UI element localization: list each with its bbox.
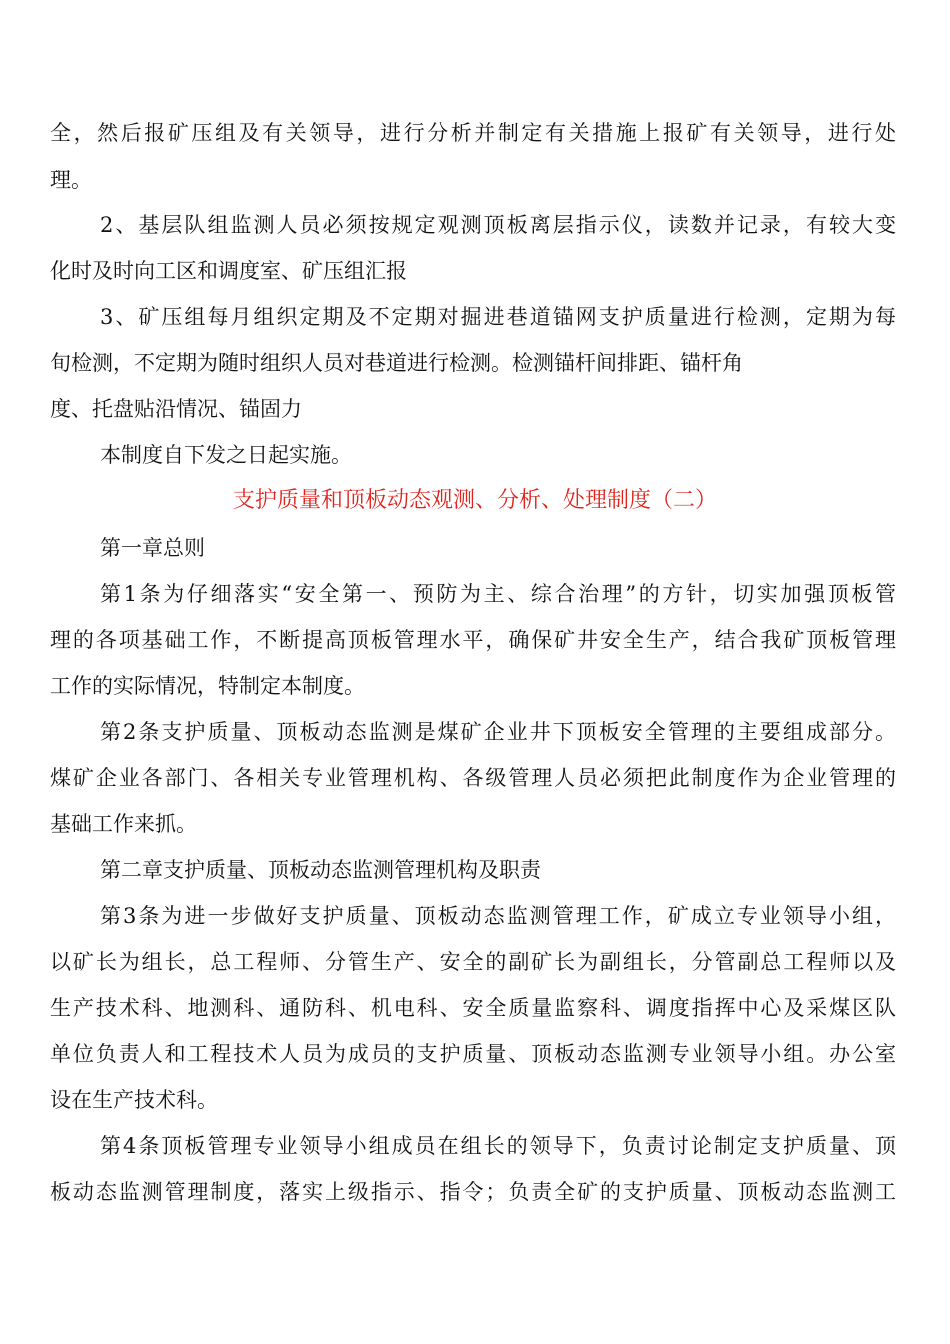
text-line: 设在生产技术科。 [50, 1088, 218, 1112]
text-line: 3、矿压组每月组织定期及不定期对掘进巷道锚网支护质量进行检测，定期为每 [100, 305, 896, 329]
text-line: 第1条为仔细落实“安全第一、预防为主、综合治理”的方针，切实加强顶板管 [100, 582, 896, 606]
text-line: 旬检测，不定期为随时组织人员对巷道进行检测。检测锚杆间排距、锚杆角 [50, 351, 743, 375]
text-line: 化时及时向工区和调度室、矿压组汇报 [50, 259, 407, 283]
text-line: 第3条为进一步做好支护质量、顶板动态监测管理工作，矿成立专业领导小组， [100, 904, 896, 928]
text-line: 全，然后报矿压组及有关领导，进行分析并制定有关措施上报矿有关领导，进行处 [50, 121, 896, 145]
chapter-title: 第一章总则 [100, 536, 205, 560]
text-line: 板动态监测管理制度，落实上级指示、指令；负责全矿的支护质量、顶板动态监测工 [50, 1180, 896, 1204]
text-line: 以矿长为组长，总工程师、分管生产、安全的副矿长为副组长，分管副总工程师以及 [50, 950, 896, 974]
text-line: 单位负责人和工程技术人员为成员的支护质量、顶板动态监测专业领导小组。办公室 [50, 1042, 896, 1066]
text-line: 生产技术科、地测科、通防科、机电科、安全质量监察科、调度指挥中心及采煤区队 [50, 996, 896, 1020]
text-line: 度、托盘贴沿情况、锚固力 [50, 397, 302, 421]
text-line: 工作的实际情况，特制定本制度。 [50, 674, 365, 698]
text-line: 第2条支护质量、顶板动态监测是煤矿企业井下顶板安全管理的主要组成部分。 [100, 720, 896, 744]
text-line: 2、基层队组监测人员必须按规定观测顶板离层指示仪，读数并记录，有较大变 [100, 213, 896, 237]
chapter-title: 第二章支护质量、顶板动态监测管理机构及职责 [100, 858, 541, 882]
text-line: 煤矿企业各部门、各相关专业管理机构、各级管理人员必须把此制度作为企业管理的 [50, 766, 896, 790]
text-line: 第4条顶板管理专业领导小组成员在组长的领导下，负责讨论制定支护质量、顶 [100, 1134, 896, 1158]
text-line: 本制度自下发之日起实施。 [100, 443, 352, 467]
text-line: 理的各项基础工作，不断提高顶板管理水平，确保矿井安全生产，结合我矿顶板管理 [50, 628, 896, 652]
text-line: 基础工作来抓。 [50, 812, 197, 836]
text-line: 理。 [50, 168, 92, 192]
section-heading: 支护质量和顶板动态观测、分析、处理制度（二） [232, 488, 717, 513]
